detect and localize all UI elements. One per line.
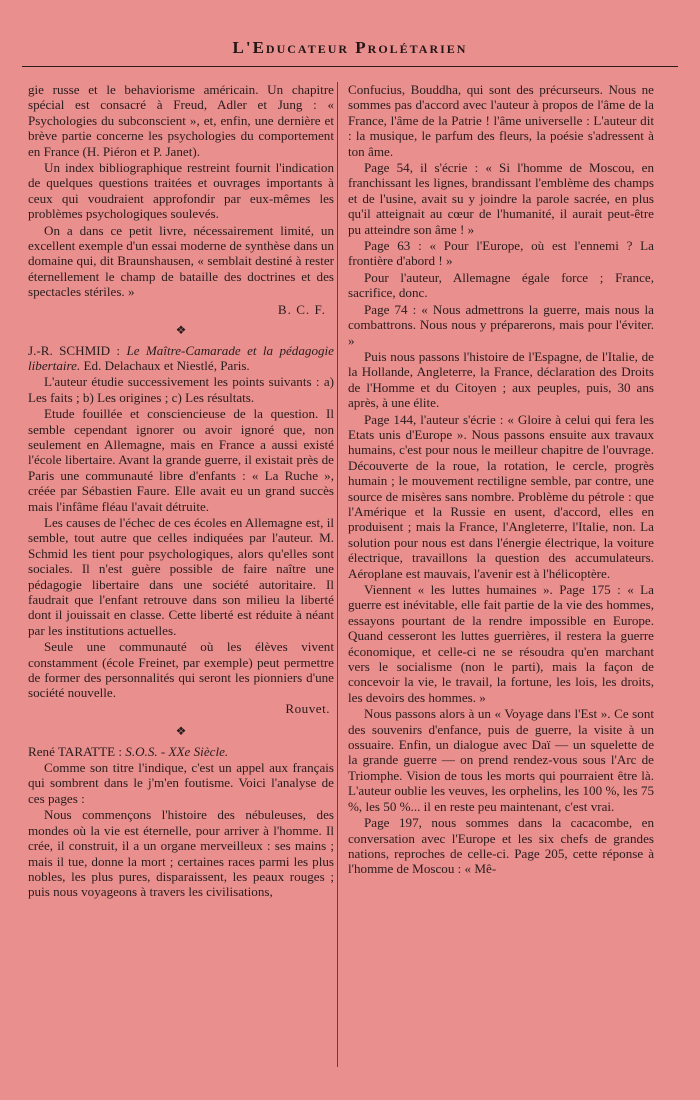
paragraph: Etude fouillée et consciencieuse de la question. Il semble cependant ignorer ou avoir ignoré que, non seulement en Allemagne, mais en France a aussi existé l'école libertaire. Avant la grande guerre, il existait près de Paris une communauté libre d'enfants : « La Ruche », créée par Sébastien Faure. Elle avait eu un grand succès mais l'infâme fléau l'avait détruite. [28, 406, 334, 514]
paragraph: Un index bibliographique restreint fournit l'indication de quelques questions traitées et ouvrages importants à ceux qui voudraient approfondir par eux-mêmes les problèmes psychologiques soulevés. [28, 160, 334, 222]
paragraph: L'auteur étudie successivement les points suivants : a) Les faits ; b) Les origines ; c) Les résultats. [28, 374, 334, 405]
left-column [28, 82, 334, 900]
paragraph: Comme son titre l'indique, c'est un appel aux français qui sombrent dans le j'm'en foutisme. Voici l'analyse de ces pages : [28, 760, 334, 806]
signature: Rouvet. [285, 700, 330, 716]
paragraph: Page 197, nous sommes dans la cacacombe, en conversation avec l'Europe et les six chefs de grandes nations, reproches de celle-ci. Page 205, cette réponse à l'homme de Moscou : « Mê- [348, 815, 654, 877]
paragraph: Confucius, Bouddha, qui sont des précurseurs. Nous ne sommes pas d'accord avec l'auteur à propos de l'âme de la France, l'âme de la Patrie ! l'âme universelle : L'auteur dit : la musique, le parfum des fleurs, la poésie s'adressent à ton âme. [348, 82, 654, 159]
separator-ornament: ❖ [175, 724, 187, 739]
paragraph: gie russe et le behaviorisme américain. Un chapitre spécial est consacré à Freud, Adler et Jung : « Psychologies du subconscient », et, enfin, une dernière et brève partie concerne les psychologies du comportement en France (H. Piéron et P. Janet). [28, 82, 334, 159]
paragraph: Seule une communauté où les élèves vivent constamment (école Freinet, par exemple) peut permettre de former des personnalités qui seront les pionniers d'une société nouvelle. [28, 639, 334, 701]
paragraph: Nous passons alors à un « Voyage dans l'Est ». Ce sont des souvenirs d'enfance, puis de guerre, la visite à un ossuaire. Enfin, un dialogue avec Daï — un squelette de la grande guerre — on prend rendez-vous sous l'Arc de Triomphe. Vision de tous les morts qui pourraient être là. L'auteur oublie les veuves, les orphelins, les 100 %, les 75 %, les 50 %... il en reste peu maintenant, c'est vrai. [348, 706, 654, 814]
header-rule [22, 66, 678, 67]
running-head-title: L'Educateur Prolétarien [232, 38, 468, 57]
paragraph: Nous commençons l'histoire des nébuleuses, des mondes où la vie est éternelle, pour arriver à l'homme. Il crée, il construit, il a un organe merveilleux : ses mains ; mais il tue, donne la mort ; certaines races parmi les plus nobles, les plus pures, disparaissent, les peaux rouges ; puis nous voyageons à travers les civilisations, [28, 807, 334, 900]
reference-title: Le Maître-Camarade et la pédagogie libertaire. [28, 342, 334, 373]
signature: B. C. F. [277, 301, 326, 317]
column-divider [337, 82, 338, 1067]
paragraph: Page 63 : « Pour l'Europe, où est l'ennemi ? La frontière d'abord ! » [348, 238, 654, 269]
paragraph: Page 54, il s'écrie : « Si l'homme de Moscou, en franchissant les lignes, brandissant l'emblème des champs et de l'usine, avait su y joindre la parole sacrée, en plus qu'il atteignait au cœur de l'humanité, il aurait peut-être pu atteindre son âme ! » [348, 160, 654, 237]
paragraph: Les causes de l'échec de ces écoles en Allemagne est, il semble, tout autre que celles indiquées par l'auteur. M. Schmid les tient pour psychologiques, alors qu'elles sont sociales. Il n'est guère possible de faire naître une pédagogie libertaire dans une société autoritaire. Il faudrait que l'enfant retrouve dans son milieu la liberté dont il jouissait en classe. Cette liberté est réduite à néant par les institutions actuelles. [28, 514, 334, 638]
book-reference [28, 744, 334, 759]
paragraph: Puis nous passons l'histoire de l'Espagne, de l'Italie, de la Hollande, Angleterre, la France, déclaration des Droits de l'Homme et du Citoyen ; aux peuples, puis, 30 ans après, à une élite. [348, 348, 654, 411]
reference-title: S.O.S. - XXe Siècle. [125, 743, 229, 759]
paragraph: Page 74 : « Nous admettrons la guerre, mais nous la combattrons. Nous nous y préparerons, mais pour l'éviter. » [348, 301, 654, 348]
paragraph: Page 144, l'auteur s'écrie : « Gloire à celui qui fera les Etats unis d'Europe ». Nous passons ensuite aux travaux humains, c'est pour nous le meilleur chapitre de l'ouvrage. Découverte de la roue, la rotation, le cercle, progrès humain ; le mouvement rectiligne semble, par contre, une source de misères sans nombre. Problème du pétrole : que l'Amérique et la Russie en usent, d'accord, elles en produisent ; mais la France, l'Angleterre, l'Italie, non. La solution pour nous est dans l'énergie électrique, la voiture électrique, travaillons la question des accumulateurs. Aéroplane est mauvais, l'avenir est à l'hélicoptère. [348, 411, 654, 581]
paragraph: Pour l'auteur, Allemagne égale force ; France, sacrifice, donc. [348, 269, 654, 301]
reference-author: René TARATTE : [28, 743, 122, 759]
reference-publisher: Ed. Delachaux et Niestlé, Paris. [83, 357, 250, 373]
paragraph: Viennent « les luttes humaines ». Page 175 : « La guerre est inévitable, elle fait partie de la vie des hommes, essayons pourtant de la rendre impossible en Europe. Quand cesseront les luttes guerrières, il restera la guerre économique, et celle-ci ne se résoudra qu'en marchant vers le socialisme (non le parti), mais la façon de concevoir la vie, le travail, la fortune, les lois, les droits, les devoirs des hommes. » [348, 582, 654, 705]
reference-author: J.-R. SCHMID : [28, 342, 121, 358]
paragraph: On a dans ce petit livre, nécessairement limité, un excellent exemple d'un essai moderne de synthèse dans un domaine qui, dit Braunshausen, « semblait destiné à rester éternellement le champ de bataille des doctrines et des spectacles stériles. » [28, 222, 334, 300]
separator-ornament: ❖ [175, 323, 187, 338]
right-column [348, 82, 654, 877]
book-reference [28, 343, 334, 374]
